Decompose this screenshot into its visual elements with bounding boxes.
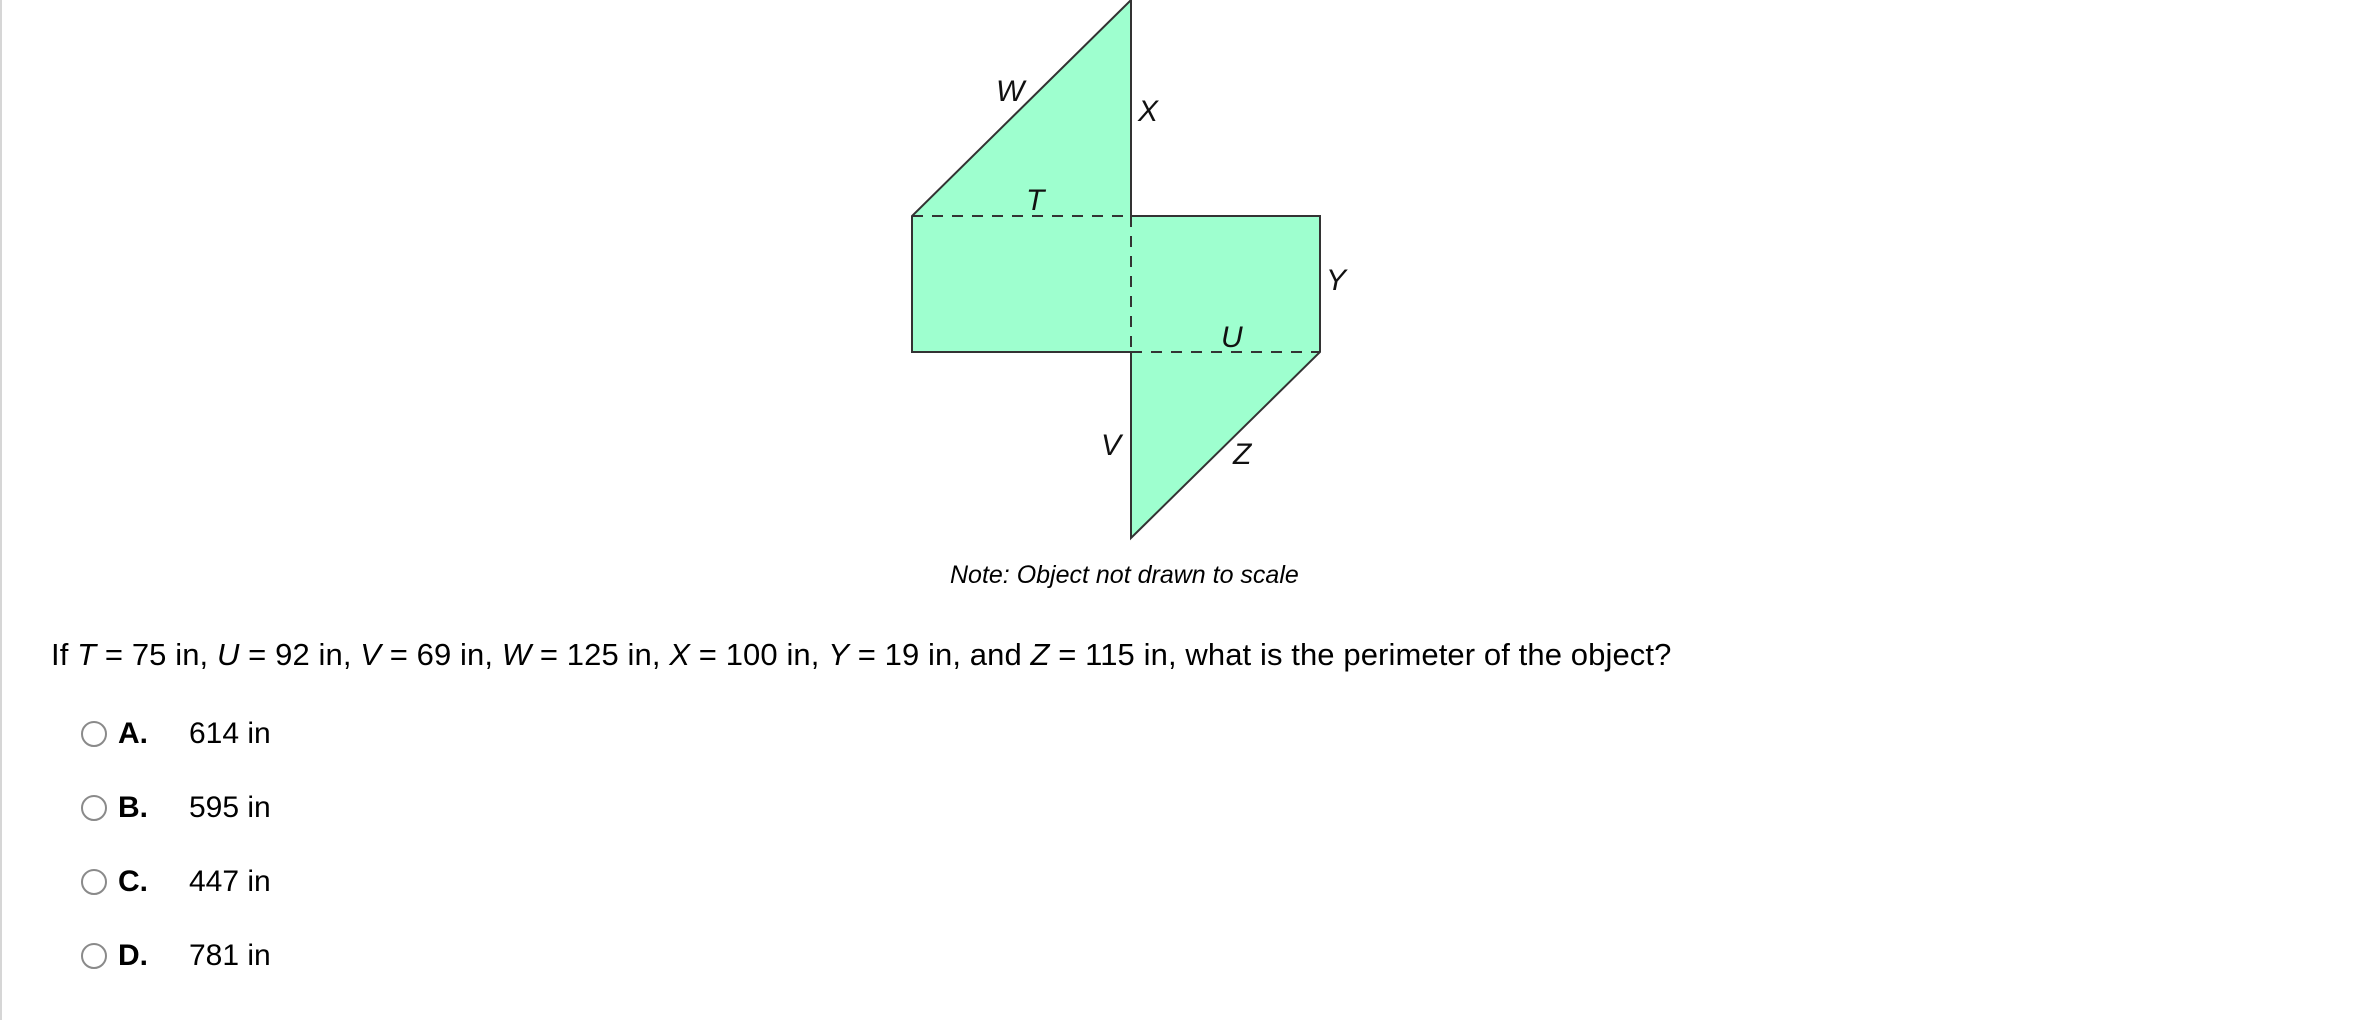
choice-c[interactable] xyxy=(81,862,271,902)
radio-button-a[interactable] xyxy=(81,721,107,747)
label-t: T xyxy=(1026,184,1045,217)
label-v: V xyxy=(1101,429,1122,462)
label-y: Y xyxy=(1326,264,1347,297)
var-x: X xyxy=(669,637,691,672)
choice-text-b: 595 in xyxy=(189,791,271,824)
value-t: = 75 in, xyxy=(96,637,217,672)
label-w: W xyxy=(996,75,1025,108)
choice-b[interactable] xyxy=(81,788,271,828)
center-rectangle xyxy=(912,216,1320,352)
value-x: = 100 in, xyxy=(690,637,829,672)
choice-letter-d: D. xyxy=(118,939,148,972)
var-y: Y xyxy=(828,637,849,672)
var-t: T xyxy=(77,637,97,672)
radio-button-d[interactable] xyxy=(81,943,107,969)
radio-button-b[interactable] xyxy=(81,795,107,821)
label-z: Z xyxy=(1233,438,1252,471)
choice-letter-c: C. xyxy=(118,865,148,898)
choice-d[interactable] xyxy=(81,936,271,976)
choice-text-c: 447 in xyxy=(189,865,271,898)
choice-letter-a: A. xyxy=(118,717,148,750)
question-prefix: If xyxy=(51,637,78,672)
var-u: U xyxy=(216,637,240,672)
value-y: = 19 in, and xyxy=(848,637,1031,672)
value-u: = 92 in, xyxy=(239,637,361,672)
var-v: V xyxy=(360,637,382,672)
var-w: W xyxy=(501,637,532,672)
radio-button-c[interactable] xyxy=(81,869,107,895)
label-x: X xyxy=(1138,95,1159,128)
choice-text-a: 614 in xyxy=(189,717,271,750)
value-z: = 115 in, what is the perimeter of the object? xyxy=(1049,637,1672,672)
question-text xyxy=(51,637,1671,673)
scale-note: Note: Object not drawn to scale xyxy=(950,561,1299,589)
var-z: Z xyxy=(1030,637,1050,672)
label-u: U xyxy=(1221,321,1243,354)
value-v: = 69 in, xyxy=(381,637,502,672)
choice-a[interactable] xyxy=(81,714,271,754)
choice-text-d: 781 in xyxy=(189,939,271,972)
value-w: = 125 in, xyxy=(531,637,670,672)
choice-letter-b: B. xyxy=(118,791,148,824)
